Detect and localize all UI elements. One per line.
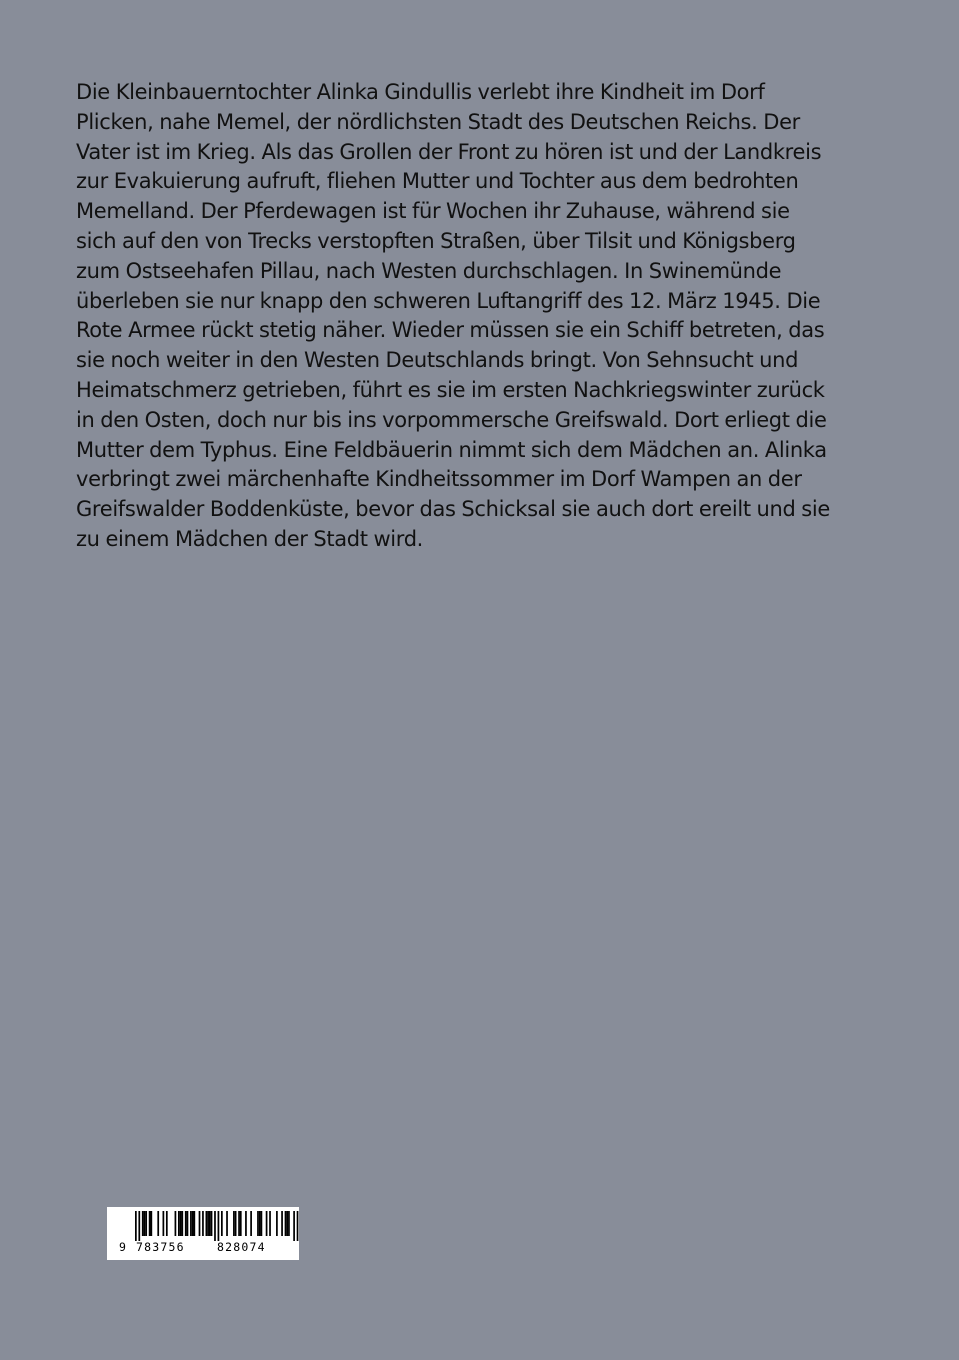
barcode-bar: [261, 1211, 263, 1236]
barcode-bar: [240, 1211, 242, 1236]
barcode-bar: [187, 1211, 189, 1236]
blurb-line: Rote Armee rückt stetig näher. Wieder müssen sie ein Schiff betreten, das: [76, 318, 825, 343]
barcode-bar: [149, 1211, 151, 1236]
barcode-bar: [221, 1211, 223, 1236]
blurb-line: zu einem Mädchen der Stadt wird.: [76, 526, 424, 551]
barcode-bar: [259, 1211, 261, 1236]
barcode-bar: [145, 1211, 147, 1236]
blurb-line: überleben sie nur knapp den schweren Luftangriff des 12. März 1945. Die: [76, 288, 821, 313]
blurb-line: Die Kleinbauerntochter Alinka Gindullis verlebt ihre Kindheit im Dorf: [76, 80, 765, 104]
barcode-bar: [211, 1211, 213, 1236]
barcode-bar: [266, 1211, 268, 1236]
barcode-bar: [281, 1211, 283, 1236]
isbn-barcode: [107, 1207, 299, 1260]
barcode-bar: [166, 1211, 168, 1236]
barcode-bar: [269, 1211, 271, 1236]
blurb-line: sich auf den von Trecks verstopften Straßen, über Tilsit und Königsberg: [76, 228, 796, 253]
blurb-line: Plicken, nahe Memel, der nördlichsten Stadt des Deutschen Reichs. Der: [76, 109, 800, 134]
barcode-bar: [285, 1211, 287, 1236]
barcode-bar: [207, 1211, 209, 1236]
barcode-guard-bar: [297, 1211, 299, 1241]
barcode-bar: [257, 1211, 259, 1236]
barcode-bar: [276, 1211, 278, 1236]
blurb-line: Mutter dem Typhus. Eine Feldbäuerin nimmt sich dem Mädchen an. Alinka: [76, 437, 827, 462]
barcode-left-group: 783756: [136, 1240, 185, 1254]
barcode-guard-bar: [135, 1211, 137, 1241]
barcode-guard-bar: [138, 1211, 140, 1241]
barcode-bar: [209, 1211, 211, 1236]
back-cover-blurb: [76, 78, 896, 555]
blurb-line: verbringt zwei märchenhafte Kindheitssommer im Dorf Wampen an der: [76, 467, 802, 492]
barcode-bar: [192, 1211, 194, 1236]
blurb-line: Vater ist im Krieg. Als das Grollen der Front zu hören ist und der Landkreis: [76, 139, 822, 164]
barcode-bar: [142, 1211, 144, 1236]
blurb-line: zum Ostseehafen Pillau, nach Westen durchschlagen. In Swinemünde: [76, 258, 782, 283]
barcode-bar: [238, 1211, 240, 1236]
barcode-guard-bar: [293, 1211, 295, 1241]
barcode-bar: [250, 1211, 252, 1236]
barcode-right-group: 828074: [217, 1240, 266, 1254]
barcode-bar: [288, 1211, 290, 1236]
barcode-bar: [233, 1211, 235, 1236]
barcode-guard-bar: [214, 1211, 216, 1241]
barcode-bar: [180, 1211, 182, 1236]
blurb-line: in den Osten, doch nur bis ins vorpommersche Greifswald. Dort erliegt die: [76, 407, 827, 432]
barcode-bar: [157, 1211, 159, 1236]
barcode-bar: [178, 1211, 180, 1236]
barcode-bars: [107, 1207, 299, 1241]
barcode-bar: [202, 1211, 204, 1236]
barcode-lead-digit: 9: [119, 1240, 128, 1254]
barcode-bar: [235, 1211, 237, 1236]
barcode-bar: [206, 1211, 208, 1236]
barcode-guard-bar: [218, 1211, 220, 1241]
barcode-bar: [185, 1211, 187, 1236]
barcode-bar: [163, 1211, 165, 1236]
barcode-digits: [107, 1240, 299, 1258]
blurb-line: zur Evakuierung aufruft, fliehen Mutter und Tochter aus dem bedrohten: [76, 169, 799, 194]
barcode-bar: [245, 1211, 247, 1236]
blurb-line: sie noch weiter in den Westen Deutschlands bringt. Von Sehnsucht und: [76, 348, 799, 373]
barcode-bar: [190, 1211, 192, 1236]
blurb-line: Greifswalder Boddenküste, bevor das Schicksal sie auch dort ereilt und sie: [76, 497, 830, 522]
barcode-bar: [150, 1211, 152, 1236]
blurb-line: Memelland. Der Pferdewagen ist für Wochen ihr Zuhause, während sie: [76, 199, 790, 224]
blurb-line: Heimatschmerz getrieben, führt es sie im ersten Nachkriegswinter zurück: [76, 377, 825, 402]
barcode-bar: [175, 1211, 177, 1236]
barcode-bar: [286, 1211, 288, 1236]
barcode-bar: [181, 1211, 183, 1236]
barcode-bar: [193, 1211, 195, 1236]
barcode-bar: [144, 1211, 146, 1236]
barcode-bar: [199, 1211, 201, 1236]
barcode-bar: [226, 1211, 228, 1236]
